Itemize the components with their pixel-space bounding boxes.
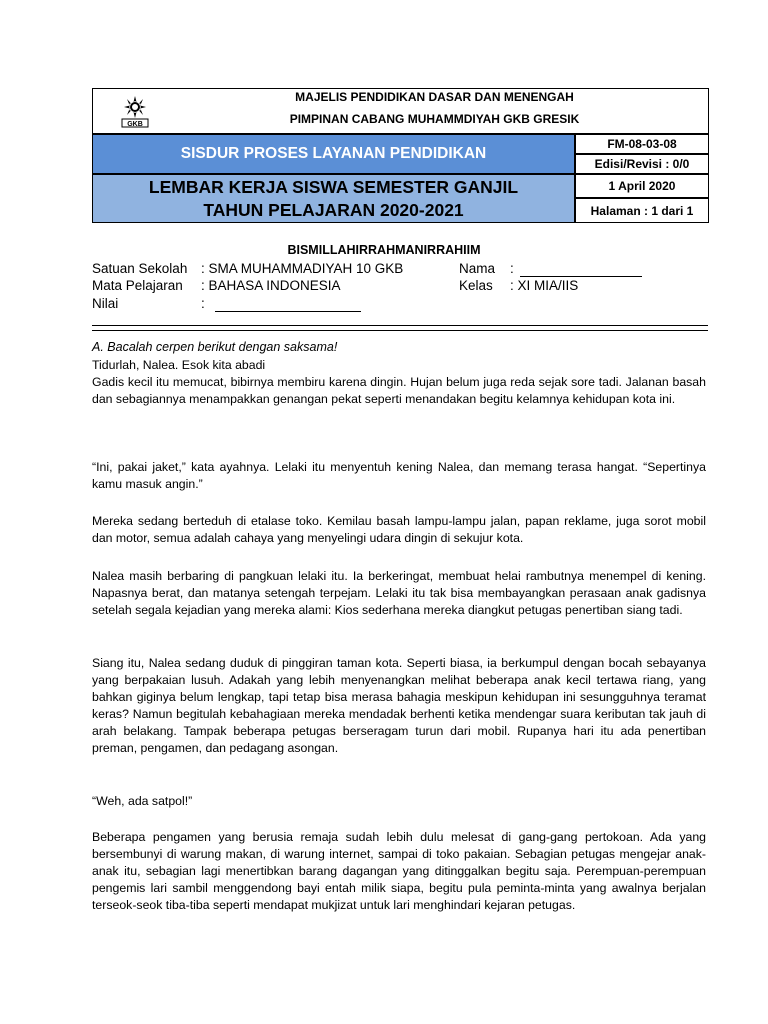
date-cell: 1 April 2020 <box>575 174 709 198</box>
instruction-text: A. Bacalah cerpen berikut dengan saksama! <box>92 340 338 354</box>
doc-code-cell: FM-08-03-08 <box>575 134 709 154</box>
name-blank-line[interactable] <box>520 264 642 277</box>
title-line-1: LEMBAR KERJA SISWA SEMESTER GANJIL <box>148 176 519 197</box>
class-value: : XI MIA/IIS <box>510 278 579 293</box>
story-paragraph-6: “Weh, ada satpol!” <box>92 794 193 808</box>
revision-cell: Edisi/Revisi : 0/0 <box>575 154 709 174</box>
name-value: : <box>510 261 514 276</box>
worksheet-title <box>92 174 575 223</box>
svg-text:GKB: GKB <box>127 121 143 128</box>
school-value: : SMA MUHAMMADIYAH 10 GKB <box>201 261 404 276</box>
grade-blank-line[interactable] <box>215 299 361 312</box>
school-label: Satuan Sekolah <box>92 261 188 276</box>
story-paragraph-5: Siang itu, Nalea sedang duduk di pinggiran taman kota. Seperti biasa, ia berkumpul dengan bocah sebayanya yang berpakaian lusuh. Adakah yang lebih menyenangkan melihat beberapa anak kecil tertawa riang, yang bahkan giginya belum lengkap, tapi tetap bisa merasa bahagia meskipun kehidupan ini sesungguhnya teramat keras? Namun begitulah kebahagiaan mereka mendadak berhenti ketika mendengar suara keributan tak jauh di arah belakang. Tampak beberapa petugas berseragam turun dari mobil. Rupanya hari itu ada penertiban preman, pengamen, dan pedagang asongan. <box>92 656 706 755</box>
sisdur-banner: SISDUR PROSES LAYANAN PENDIDIKAN <box>92 134 575 174</box>
title-line-2: TAHUN PELAJARAN 2020-2021 <box>203 199 464 220</box>
story-paragraph-1: Gadis kecil itu memucat, bibirnya membiru karena dingin. Hujan belum juga reda sejak sore tadi. Jalanan basah dan sebagiannya menampakkan genangan pekat seperti menandakan begitu kelamnya kehidupan kota ini. <box>92 375 706 406</box>
subject-label: Mata Pelajaran <box>92 278 183 293</box>
institution-line-1: MAJELIS PENDIDIKAN DASAR DAN MENENGAH <box>295 90 574 104</box>
story-paragraph-2: “Ini, pakai jaket,” kata ayahnya. Lelaki itu menyentuh kening Nalea, dan memang terasa hangat. “Sepertinya kamu masuk angin.” <box>92 460 706 491</box>
story-paragraph-4: Nalea masih berbaring di pangkuan lelaki itu. Ia berkeringat, membuat helai rambutnya menempel di kening. Napasnya berat, dan matanya setengah terpejam. Lelaki itu tak bisa membayangkan perasaan anak gadisnya setelah segala kejadian yang mereka alami: Kios sederhana mereka diangkut petugas penertiban siang tadi. <box>92 569 706 617</box>
muhammadiyah-logo <box>118 94 152 128</box>
section-divider <box>92 325 708 331</box>
name-label: Nama <box>459 261 496 276</box>
subject-value: : BAHASA INDONESIA <box>201 278 341 293</box>
story-paragraph-7: Beberapa pengamen yang berusia remaja sudah lebih dulu melesat di gang-gang pertokoan. Ada yang bersembunyi di warung makan, di warung internet, sampai di toko pakaian. Sebagian petugas mengejar anak-anak itu, sebagian lagi menertibkan barang dagangan yang ditinggalkan begitu saja. Perempuan-perempuan pengemis lari sambil menggendong bayi entah milik siapa, begitu pula peminta-minta yang awalnya berjalan terseok-seok tiba-tiba seperti mendapat mukjizat untuk lari menghindari kejaran petugas. <box>92 830 706 912</box>
institution-line-2: PIMPINAN CABANG MUHAMMDIYAH GKB GRESIK <box>289 112 580 126</box>
story-paragraph-3: Mereka sedang berteduh di etalase toko. Kemilau basah lampu-lampu jalan, papan reklame, juga sorot mobil dan motor, semua adalah cahaya yang menyelingi udara dingin di sekujur kota. <box>92 514 706 545</box>
class-label: Kelas <box>459 278 493 293</box>
grade-value: : <box>201 296 205 311</box>
grade-label: Nilai <box>92 296 119 311</box>
bismillah-heading: BISMILLAHIRRAHMANIRRAHIIM <box>287 243 481 257</box>
page-cell: Halaman : 1 dari 1 <box>575 198 709 223</box>
story-title: Tidurlah, Nalea. Esok kita abadi <box>92 358 266 372</box>
